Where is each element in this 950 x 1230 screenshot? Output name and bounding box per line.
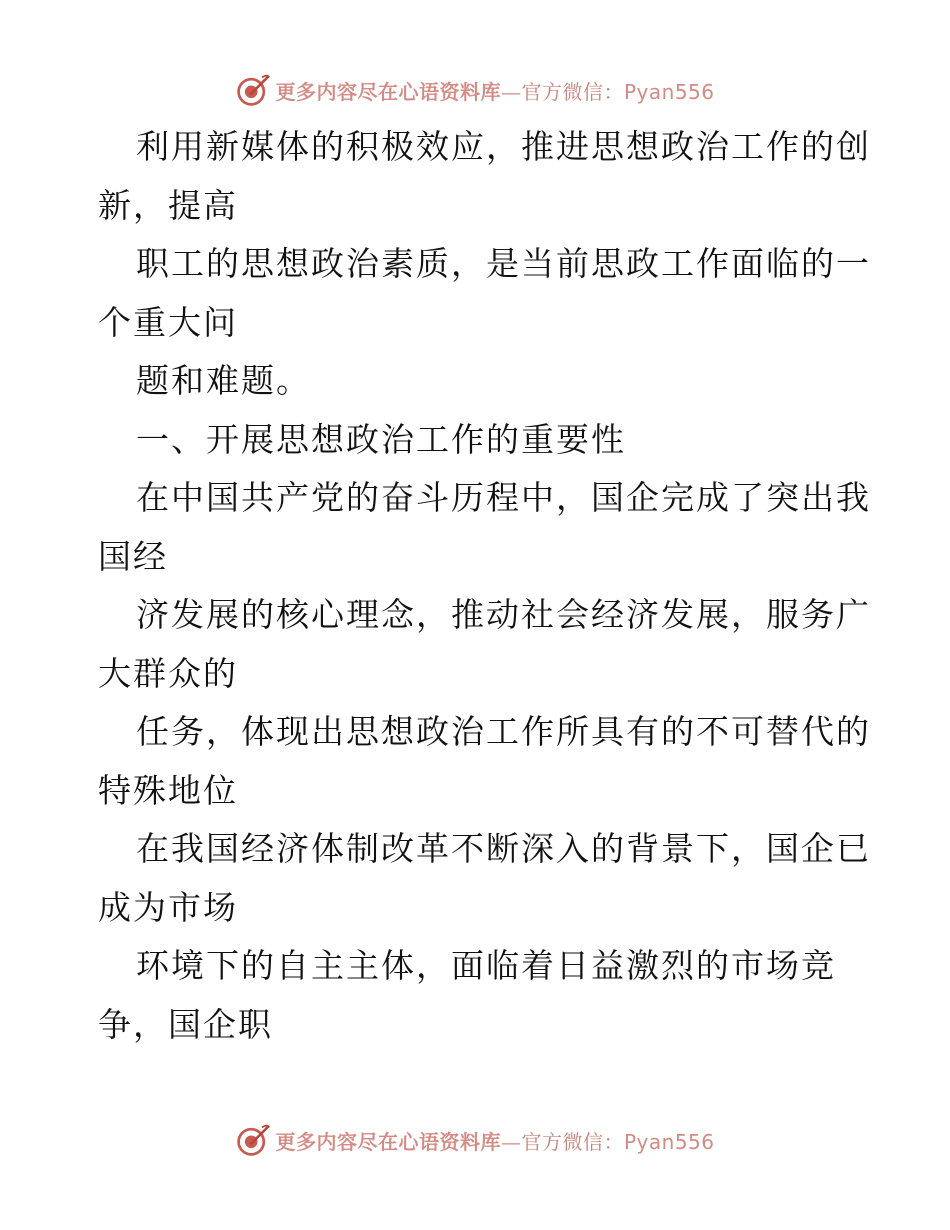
text-line: 在我国经济体制改革不断深入的背景下，国企已 — [136, 829, 871, 868]
text-line: 环境下的自主主体，面临着日益激烈的市场竞 — [136, 946, 836, 985]
brand-separator: — — [500, 79, 522, 104]
document-body — [98, 118, 871, 1054]
quill-pen-logo-icon — [235, 72, 271, 108]
page-header-watermark — [0, 70, 950, 110]
text-line: 成为市场 — [98, 887, 238, 927]
brand-wechat-id: Pyan556 — [623, 79, 715, 104]
text-line: 新，提高 — [98, 185, 238, 225]
text-line: 在中国共产党的奋斗历程中，国企完成了突出我 — [136, 478, 871, 517]
brand-separator: — — [500, 1129, 522, 1154]
text-line: 大群众的 — [98, 653, 238, 693]
text-line: 利用新媒体的积极效应，推进思想政治工作的创 — [136, 127, 871, 166]
text-line: 特殊地位 — [98, 770, 238, 810]
page-footer-watermark — [0, 1120, 950, 1160]
text-line: 题和难题。 — [136, 361, 311, 400]
brand-wechat-label: 官方微信： — [521, 79, 624, 104]
text-line: 争，国企职 — [98, 1004, 273, 1044]
brand-banner — [235, 1122, 714, 1158]
brand-wechat-id: Pyan556 — [623, 1129, 715, 1154]
text-line: 国经 — [98, 536, 168, 576]
text-line: 济发展的核心理念，推动社会经济发展，服务广 — [136, 595, 871, 634]
text-line: 任务，体现出思想政治工作所具有的不可替代的 — [136, 712, 871, 751]
text-line: 个重大问 — [98, 302, 238, 342]
brand-name: 更多内容尽在心语资料库 — [275, 79, 501, 104]
brand-banner — [235, 72, 714, 108]
brand-name: 更多内容尽在心语资料库 — [275, 1129, 501, 1154]
text-line: 职工的思想政治素质，是当前思政工作面临的一 — [136, 244, 871, 283]
quill-pen-logo-icon — [235, 1122, 271, 1158]
text-line: 一、开展思想政治工作的重要性 — [136, 419, 626, 459]
brand-wechat-label: 官方微信： — [521, 1129, 624, 1154]
